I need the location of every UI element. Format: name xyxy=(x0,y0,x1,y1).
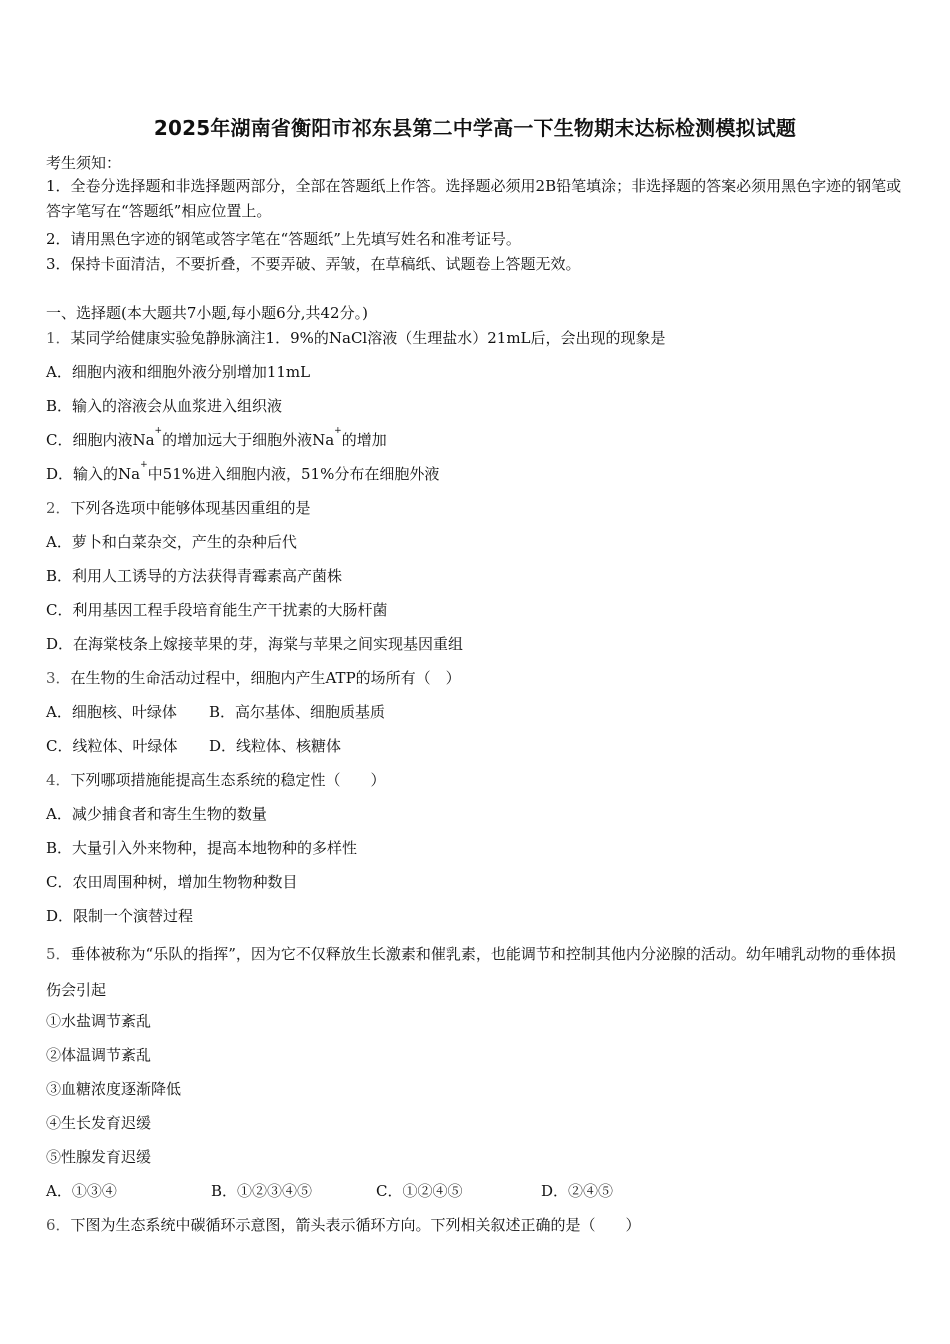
q3-option-b: B．高尔基体、细胞质基质 xyxy=(209,703,386,721)
q3-options-row-2 xyxy=(46,735,341,756)
q5-item-5: ⑤性腺发育迟缓 xyxy=(46,1148,152,1166)
q1-option-a: A．细胞内液和细胞外液分别增加11mL xyxy=(46,363,311,381)
q2-option-b: B．利用人工诱导的方法获得青霉素高产菌株 xyxy=(46,567,343,585)
question-5 xyxy=(46,936,906,1008)
question-number: 3． xyxy=(46,669,71,687)
q3-options-row-1 xyxy=(46,701,385,722)
superscript-plus: + xyxy=(140,460,148,470)
question-number: 2． xyxy=(46,499,71,517)
q1-option-c-text: 的增加远大于细胞外液Na xyxy=(162,431,335,449)
q5-option-c: C．①②④⑤ xyxy=(376,1182,463,1200)
q5-item-3: ③血糖浓度逐渐降低 xyxy=(46,1080,182,1098)
q3-option-d: D．线粒体、核糖体 xyxy=(209,737,342,755)
notice-item-2: 2．请用黑色字迹的钢笔或答字笔在“答题纸”上先填写姓名和准考证号。 xyxy=(46,230,521,248)
question-stem: 下列各选项中能够体现基因重组的是 xyxy=(70,499,311,517)
question-2 xyxy=(46,497,311,518)
question-6 xyxy=(46,1214,641,1235)
notice-item-1: 1．全卷分选择题和非选择题两部分，全部在答题纸上作答。选择题必须用2B铅笔填涂；非选择题的答案必须用黑色字迹的钢笔或答字笔写在“答题纸”相应位置上。 xyxy=(46,177,902,220)
q3-option-c: C．线粒体、叶绿体 xyxy=(46,737,178,755)
question-number: 5． xyxy=(46,945,71,963)
q1-option-d-text: D．输入的Na xyxy=(46,465,141,483)
q1-option-d xyxy=(46,460,440,484)
question-stem: 在生物的生命活动过程中，细胞内产生ATP的场所有（ ） xyxy=(70,669,461,687)
q5-option-d: D．②④⑤ xyxy=(541,1182,614,1200)
q4-option-d: D．限制一个演替过程 xyxy=(46,907,194,925)
q1-option-c-text: 的增加 xyxy=(341,431,387,449)
question-4 xyxy=(46,769,386,790)
q2-option-a: A．萝卜和白菜杂交，产生的杂种后代 xyxy=(46,533,297,551)
q5-option-a: A．①③④ xyxy=(46,1182,117,1200)
page-title: 2025年湖南省衡阳市祁东县第二中学高一下生物期末达标检测模拟试题 xyxy=(153,116,797,140)
question-stem: 下图为生态系统中碳循环示意图，箭头表示循环方向。下列相关叙述正确的是（ ） xyxy=(70,1216,641,1234)
superscript-plus: + xyxy=(334,426,342,436)
q2-option-c: C．利用基因工程手段培育能生产干扰素的大肠杆菌 xyxy=(46,601,388,619)
q1-option-c-text: C．细胞内液Na xyxy=(46,431,155,449)
question-stem: 某同学给健康实验兔静脉滴注1．9%的NaCl溶液（生理盐水）21mL后，会出现的现象是 xyxy=(70,329,666,347)
q5-item-4: ④生长发育迟缓 xyxy=(46,1114,152,1132)
q2-option-d: D．在海棠枝条上嫁接苹果的芽，海棠与苹果之间实现基因重组 xyxy=(46,635,464,653)
notice-heading: 考生须知： xyxy=(46,154,122,172)
q3-option-a: A．细胞核、叶绿体 xyxy=(46,703,177,721)
q4-option-b: B．大量引入外来物种，提高本地物种的多样性 xyxy=(46,839,358,857)
question-number: 4． xyxy=(46,771,71,789)
q1-option-c xyxy=(46,426,387,450)
question-number: 6． xyxy=(46,1216,71,1234)
q1-option-b: B．输入的溶液会从血浆进入组织液 xyxy=(46,397,283,415)
superscript-plus: + xyxy=(154,426,163,436)
q5-item-2: ②体温调节紊乱 xyxy=(46,1046,152,1064)
question-1 xyxy=(46,327,666,348)
question-number: 1． xyxy=(46,329,71,347)
q5-options xyxy=(46,1180,613,1201)
q1-option-d-text: 中51%进入细胞内液，51%分布在细胞外液 xyxy=(147,465,440,483)
question-3 xyxy=(46,667,461,688)
q5-option-b: B．①②③④⑤ xyxy=(211,1182,313,1200)
q4-option-a: A．减少捕食者和寄生生物的数量 xyxy=(46,805,267,823)
section-heading: 一、选择题(本大题共7小题,每小题6分,共42分。) xyxy=(46,304,368,322)
question-stem: 垂体被称为“乐队的指挥”，因为它不仅释放生长激素和催乳素，也能调节和控制其他内分泌腺的活动。幼年哺乳动物的垂体损伤会引起 xyxy=(46,945,896,999)
q4-option-c: C．农田周围种树，增加生物物种数目 xyxy=(46,873,298,891)
q5-item-1: ①水盐调节紊乱 xyxy=(46,1012,152,1030)
question-stem: 下列哪项措施能提高生态系统的稳定性（ ） xyxy=(70,771,386,789)
notice-item-3: 3．保持卡面清洁，不要折叠，不要弄破、弄皱，在草稿纸、试题卷上答题无效。 xyxy=(46,255,581,273)
